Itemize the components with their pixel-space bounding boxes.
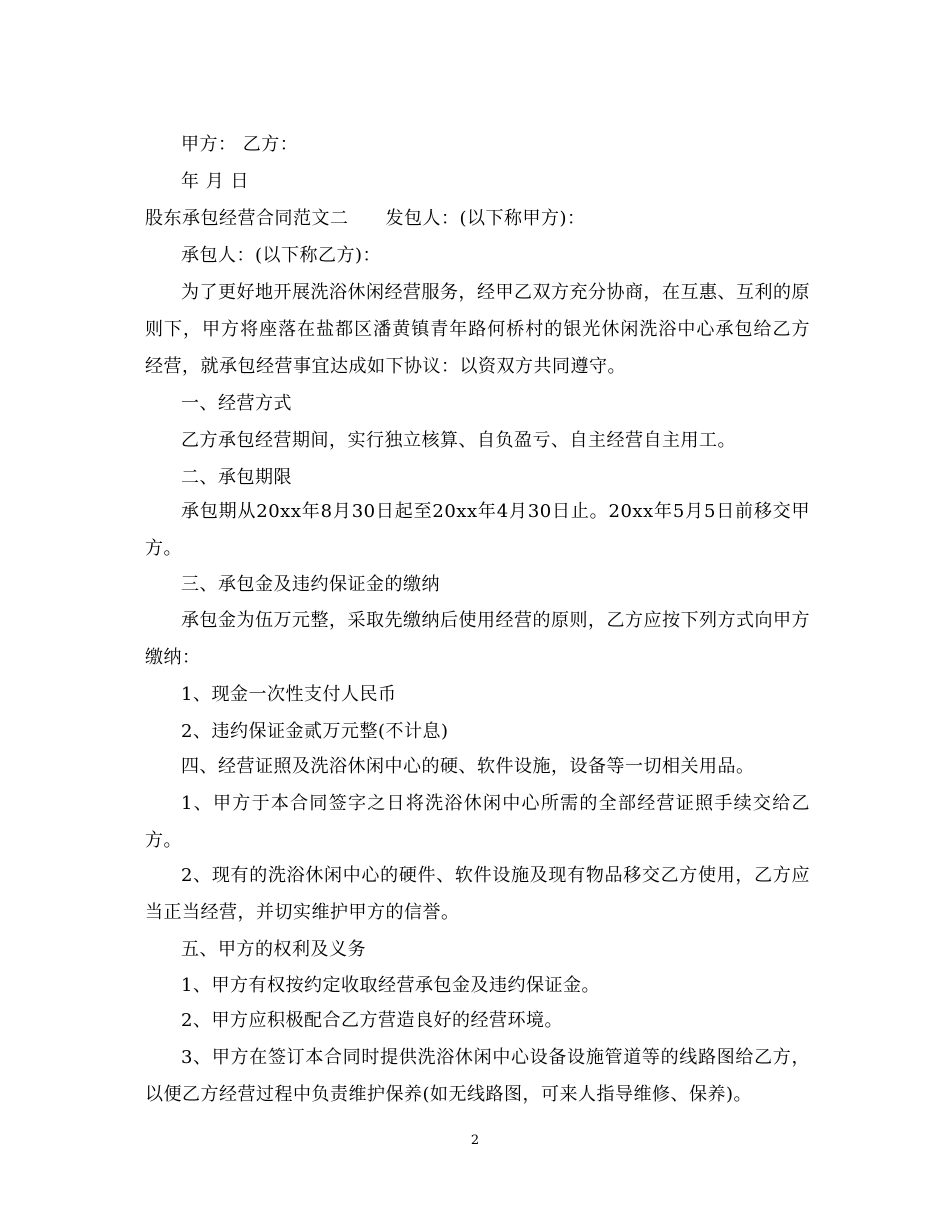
page-number: 2 — [470, 1133, 480, 1148]
party-signature-line: 甲方： 乙方： — [181, 134, 299, 155]
paragraph: 承包金为伍万元整，采取先缴纳后使用经营的原则，乙方应按下列方式向甲方缴纳： — [145, 610, 810, 668]
list-item: 1、甲方有权按约定收取经营承包金及违约保证金。 — [181, 975, 600, 996]
section-heading: 三、承包金及违约保证金的缴纳 — [181, 574, 440, 595]
list-item: 2、现有的洗浴休闲中心的硬件、软件设施及现有物品移交乙方使用，乙方应当正当经营，并切实维护甲方的信誉。 — [145, 865, 810, 923]
list-item: 1、甲方于本合同签字之日将洗浴休闲中心所需的全部经营证照手续交给乙方。 — [145, 793, 810, 851]
section-heading: 五、甲方的权利及义务 — [181, 939, 366, 960]
section-heading: 一、经营方式 — [181, 393, 292, 414]
list-item: 3、甲方在签订本合同时提供洗浴休闲中心设备设施管道等的线路图给乙方，以便乙方经营过程中负责维护保养(如无线路图，可来人指导维修、保养)。 — [145, 1047, 810, 1105]
paragraph: 乙方承包经营期间，实行独立核算、自负盈亏、自主经营自主用工。 — [181, 430, 736, 451]
list-item: 1、现金一次性支付人民币 — [181, 684, 397, 705]
section-heading: 二、承包期限 — [181, 467, 292, 488]
contractor-line: 承包人：(以下称乙方)： — [181, 245, 382, 266]
contract-title-line: 股东承包经营合同范文二 发包人：(以下称甲方)： — [145, 208, 586, 229]
preamble-paragraph: 为了更好地开展洗浴休闲经营服务，经甲乙双方充分协商，在互惠、互利的原则下，甲方将座落在盐都区潘黄镇青年路何桥村的银光休闲洗浴中心承包给乙方经营，就承包经营事宜达成如下协议：以资双方共同遵守。 — [145, 282, 810, 377]
paragraph: 承包期从20xx年8月30日起至20xx年4月30日止。20xx年5月5日前移交甲方。 — [145, 501, 810, 559]
section-heading: 四、经营证照及洗浴休闲中心的硬、软件设施，设备等一切相关用品。 — [181, 756, 755, 777]
date-line: 年 月 日 — [181, 171, 249, 192]
list-item: 2、甲方应积极配合乙方营造良好的经营环境。 — [181, 1010, 563, 1031]
list-item: 2、违约保证金贰万元整(不计息) — [181, 721, 449, 742]
